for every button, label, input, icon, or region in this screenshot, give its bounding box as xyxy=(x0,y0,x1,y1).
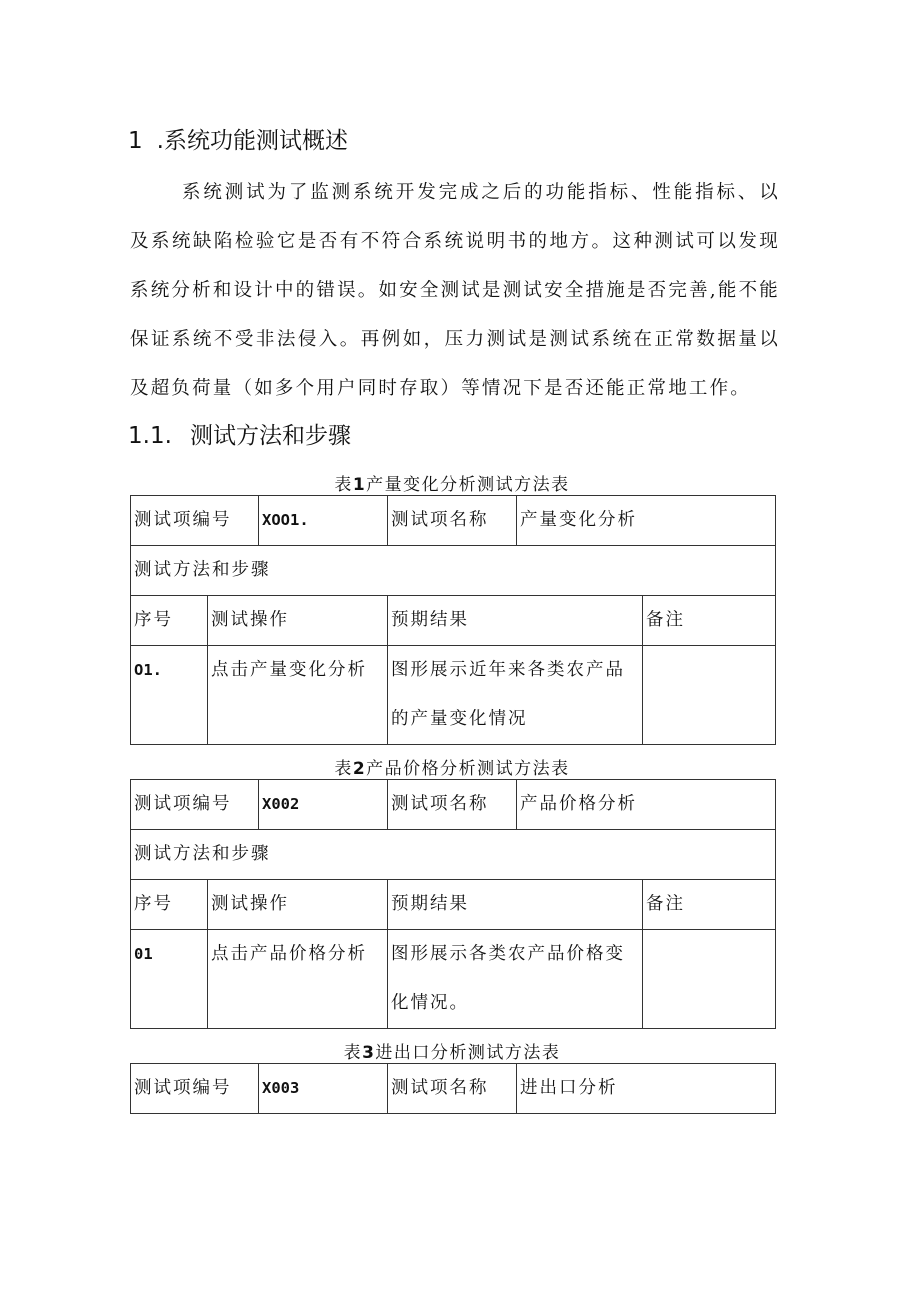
section-heading-1-1 xyxy=(128,417,351,450)
row-op: 点击产量变化分析 xyxy=(208,646,388,745)
section-title: .系统功能测试概述 xyxy=(156,128,348,154)
col-note: 备注 xyxy=(643,880,776,930)
table-header-row xyxy=(131,880,776,930)
table-caption-2: 表2产品价格分析测试方法表 xyxy=(334,759,570,779)
table-row xyxy=(131,780,776,830)
name-label: 测试项名称 xyxy=(388,1064,517,1114)
row-op: 点击产品价格分析 xyxy=(208,930,388,1029)
id-value: X003 xyxy=(259,1064,388,1114)
id-value: X002 xyxy=(259,780,388,830)
table-caption-1: 表1产量变化分析测试方法表 xyxy=(334,475,570,495)
section-number: 1 xyxy=(128,128,143,154)
test-method-table-1 xyxy=(130,495,776,745)
name-label: 测试项名称 xyxy=(388,780,517,830)
row-expect: 图形展示近年来各类农产品的产量变化情况 xyxy=(388,646,643,745)
col-op: 测试操作 xyxy=(208,880,388,930)
id-label: 测试项编号 xyxy=(131,1064,259,1114)
name-label: 测试项名称 xyxy=(388,496,517,546)
table-caption-3: 表3进出口分析测试方法表 xyxy=(343,1043,561,1063)
table-row xyxy=(131,830,776,880)
test-method-table-3 xyxy=(130,1063,776,1114)
table-header-row xyxy=(131,596,776,646)
id-value: XOO1. xyxy=(259,496,388,546)
subsection-number: 1.1. xyxy=(128,423,172,449)
name-value: 产量变化分析 xyxy=(517,496,776,546)
col-expect: 预期结果 xyxy=(388,880,643,930)
table-row xyxy=(131,1064,776,1114)
table-row xyxy=(131,496,776,546)
row-note xyxy=(643,930,776,1029)
row-note xyxy=(643,646,776,745)
table-row xyxy=(131,546,776,596)
overview-paragraph: 系统测试为了监测系统开发完成之后的功能指标、性能指标、以及系统缺陷检验它是否有不符合系统说明书的地方。这种测试可以发现系统分析和设计中的错误。如安全测试是测试安全措施是否完善,能不能保证系统不受非法侵入。再例如，压力测试是测试系统在正常数据量以及超负荷量（如多个用户同时存取）等情况下是否还能正常地工作。 xyxy=(130,182,780,399)
id-label: 测试项编号 xyxy=(131,496,259,546)
table-row xyxy=(131,930,776,1029)
method-label: 测试方法和步骤 xyxy=(131,546,776,596)
col-op: 测试操作 xyxy=(208,596,388,646)
col-seq: 序号 xyxy=(131,596,208,646)
col-seq: 序号 xyxy=(131,880,208,930)
id-label: 测试项编号 xyxy=(131,780,259,830)
subsection-title: 测试方法和步骤 xyxy=(190,423,351,449)
test-method-table-2 xyxy=(130,779,776,1029)
table-row xyxy=(131,646,776,745)
row-seq: O1. xyxy=(131,646,208,745)
method-label: 测试方法和步骤 xyxy=(131,830,776,880)
row-expect: 图形展示各类农产品价格变化情况。 xyxy=(388,930,643,1029)
name-value: 产品价格分析 xyxy=(517,780,776,830)
row-seq: 01 xyxy=(131,930,208,1029)
col-note: 备注 xyxy=(643,596,776,646)
col-expect: 预期结果 xyxy=(388,596,643,646)
name-value: 进出口分析 xyxy=(517,1064,776,1114)
section-heading-1 xyxy=(128,122,348,155)
